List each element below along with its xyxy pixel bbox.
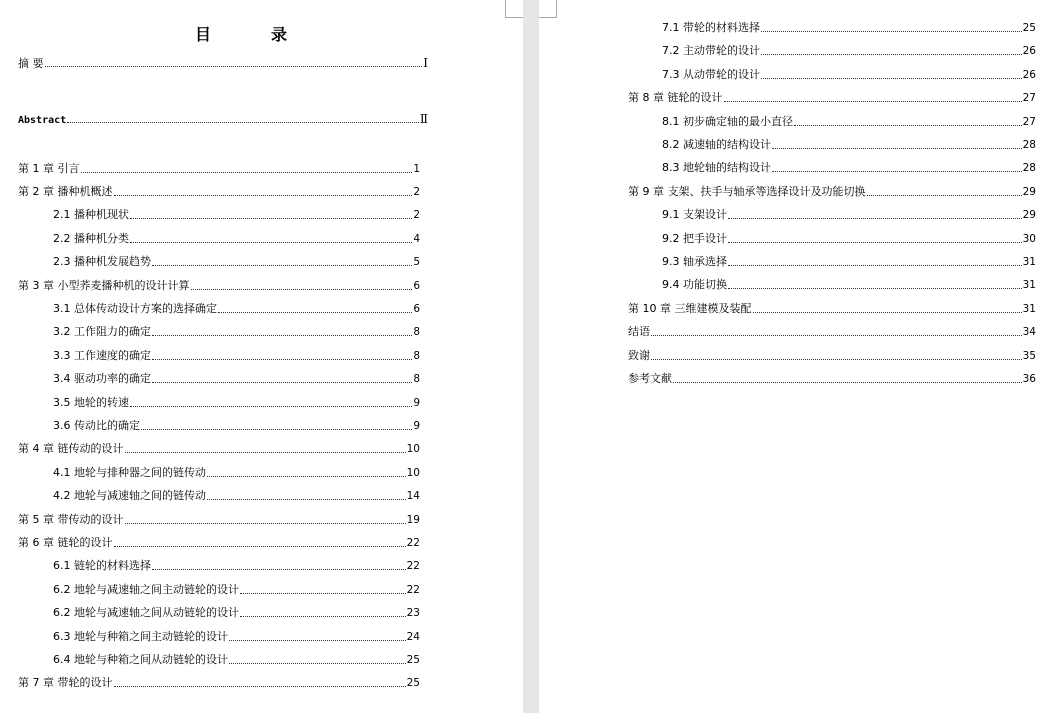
toc-dot-leader: [114, 184, 413, 196]
toc-entry-title: 3.5 地轮的转速: [53, 396, 129, 409]
toc-dot-leader: [130, 231, 412, 243]
toc-entry[interactable]: [662, 277, 1036, 293]
toc-dot-leader: [229, 652, 406, 664]
toc-entry[interactable]: [53, 652, 420, 668]
toc-entry-page-number: 26: [1022, 69, 1036, 81]
toc-entry-page-number: 35: [1022, 350, 1036, 362]
toc-dot-leader: [728, 277, 1022, 289]
toc-dot-leader: [728, 254, 1022, 266]
toc-dot-leader: [152, 348, 412, 360]
toc-entry[interactable]: [662, 43, 1036, 59]
toc-entry-title: 3.1 总体传动设计方案的选择确定: [53, 302, 217, 315]
toc-entry-page-number: 31: [1022, 303, 1036, 315]
toc-dot-leader: [651, 348, 1022, 360]
toc-dot-leader: [130, 395, 412, 407]
document-page-right: [539, 0, 1053, 713]
toc-entry-title: 第 6 章 链轮的设计: [18, 536, 113, 549]
toc-entry[interactable]: [628, 90, 1036, 106]
toc-entry-page-number: 9: [413, 420, 420, 432]
toc-entry-title: 9.2 把手设计: [662, 232, 727, 245]
toc-entry[interactable]: [53, 301, 420, 317]
toc-entry[interactable]: [53, 629, 420, 645]
toc-entry-page-number: 27: [1022, 92, 1036, 104]
toc-entry-title: 第 5 章 带传动的设计: [18, 513, 124, 526]
toc-entry-page-number: 9: [413, 397, 420, 409]
toc-entry[interactable]: [53, 605, 420, 621]
toc-dot-leader: [753, 301, 1022, 313]
toc-dot-leader: [125, 512, 406, 524]
toc-entry[interactable]: [18, 161, 420, 177]
toc-entry[interactable]: [53, 488, 420, 504]
toc-dot-leader: [114, 535, 406, 547]
toc-entry[interactable]: [18, 535, 420, 551]
toc-entry[interactable]: [18, 111, 428, 127]
page-corner-mark: [539, 0, 557, 18]
toc-dot-leader: [761, 20, 1022, 32]
toc-entry[interactable]: [18, 55, 428, 71]
toc-entry[interactable]: [53, 254, 420, 270]
toc-dot-leader: [673, 371, 1022, 383]
toc-entry[interactable]: [53, 324, 420, 340]
toc-dot-leader: [240, 605, 406, 617]
toc-entry-page-number: 25: [406, 677, 420, 689]
page-corner-mark: [505, 0, 523, 18]
toc-dot-leader: [240, 582, 406, 594]
toc-entry[interactable]: [628, 348, 1036, 364]
toc-entry-title: 6.1 链轮的材料选择: [53, 559, 151, 572]
toc-entry[interactable]: [53, 418, 420, 434]
toc-entry-page-number: 2: [413, 186, 420, 198]
toc-entry[interactable]: [662, 231, 1036, 247]
toc-dot-leader: [724, 90, 1022, 102]
toc-entry[interactable]: [53, 371, 420, 387]
toc-entry-page-number: 5: [413, 256, 420, 268]
toc-entry-title: 7.2 主动带轮的设计: [662, 44, 760, 57]
toc-entry-title: 9.4 功能切换: [662, 278, 727, 291]
toc-entry-title: 8.1 初步确定轴的最小直径: [662, 115, 793, 128]
toc-entry-title: 第 3 章 小型荞麦播种机的设计计算: [18, 279, 190, 292]
toc-entry[interactable]: [53, 348, 420, 364]
toc-dot-leader: [125, 441, 406, 453]
toc-entry-page-number: 30: [1022, 233, 1036, 245]
toc-entry-page-number: 34: [1022, 326, 1036, 338]
toc-entry-title: 8.2 减速轴的结构设计: [662, 138, 771, 151]
toc-entry-title: 8.3 地轮轴的结构设计: [662, 161, 771, 174]
toc-entry-title: 第 2 章 播种机概述: [18, 185, 113, 198]
toc-dot-leader: [152, 254, 412, 266]
toc-title: 目 录: [194, 25, 309, 44]
toc-entry-page-number: 8: [413, 350, 420, 362]
toc-entry-page-number: 36: [1022, 373, 1036, 385]
toc-dot-leader: [772, 160, 1022, 172]
toc-entry-page-number: 31: [1022, 279, 1036, 291]
toc-entry-title: 7.1 带轮的材料选择: [662, 21, 760, 34]
toc-dot-leader: [761, 67, 1022, 79]
toc-entry-title: 4.1 地轮与排种器之间的链传动: [53, 466, 206, 479]
toc-entry[interactable]: [628, 371, 1036, 387]
toc-entry-title: 9.3 轴承选择: [662, 255, 727, 268]
toc-entry-page-number: Ⅰ: [423, 56, 428, 70]
toc-entry-title: 3.3 工作速度的确定: [53, 349, 151, 362]
toc-entry[interactable]: [53, 558, 420, 574]
toc-entry[interactable]: [662, 207, 1036, 223]
toc-entry-title: 结语: [628, 325, 650, 338]
toc-entry-title: 2.2 播种机分类: [53, 232, 129, 245]
toc-entry-page-number: 6: [413, 280, 420, 292]
toc-entry-title: 9.1 支架设计: [662, 208, 727, 221]
toc-entry-page-number: Ⅱ: [419, 112, 428, 126]
toc-entry[interactable]: [53, 207, 420, 223]
toc-entry-title: Abstract: [18, 115, 67, 126]
toc-dot-leader: [772, 137, 1022, 149]
toc-entry-page-number: 22: [406, 537, 420, 549]
toc-entry-page-number: 10: [406, 467, 420, 479]
toc-entry-page-number: 10: [406, 443, 420, 455]
toc-entry-page-number: 1: [413, 163, 420, 175]
toc-dot-leader: [81, 161, 413, 173]
toc-entry[interactable]: [53, 395, 420, 411]
page-gutter: [523, 0, 539, 713]
toc-entry[interactable]: [18, 184, 420, 200]
toc-dot-leader: [651, 324, 1022, 336]
toc-entry[interactable]: [662, 67, 1036, 83]
toc-dot-leader: [207, 488, 406, 500]
toc-entry-title: 4.2 地轮与减速轴之间的链传动: [53, 489, 206, 502]
toc-entry-page-number: 28: [1022, 139, 1036, 151]
toc-dot-leader: [867, 184, 1022, 196]
toc-entry-title: 6.2 地轮与减速轴之间从动链轮的设计: [53, 606, 239, 619]
toc-entry-page-number: 29: [1022, 186, 1036, 198]
toc-dot-leader: [67, 111, 419, 123]
toc-entry[interactable]: [662, 137, 1036, 153]
toc-entry[interactable]: [18, 675, 420, 691]
toc-entry-page-number: 23: [406, 607, 420, 619]
toc-entry-page-number: 31: [1022, 256, 1036, 268]
toc-dot-leader: [207, 465, 406, 477]
toc-entry-page-number: 27: [1022, 116, 1036, 128]
toc-entry-title: 摘 要: [18, 57, 44, 70]
toc-entry[interactable]: [18, 278, 420, 294]
toc-dot-leader: [114, 675, 406, 687]
toc-entry-title: 6.2 地轮与减速轴之间主动链轮的设计: [53, 583, 239, 596]
toc-entry-title: 3.4 驱动功率的确定: [53, 372, 151, 385]
toc-entry-page-number: 19: [406, 514, 420, 526]
toc-entry-page-number: 14: [406, 490, 420, 502]
toc-entry[interactable]: [18, 512, 420, 528]
toc-entry-title: 2.3 播种机发展趋势: [53, 255, 151, 268]
document-page-left: [0, 0, 523, 713]
toc-dot-leader: [45, 55, 423, 67]
toc-entry-title: 第 9 章 支架、扶手与轴承等选择设计及功能切换: [628, 185, 866, 198]
toc-entry-title: 3.2 工作阻力的确定: [53, 325, 151, 338]
toc-entry-page-number: 8: [413, 373, 420, 385]
toc-entry-page-number: 24: [406, 631, 420, 643]
toc-entry-page-number: 26: [1022, 45, 1036, 57]
toc-entry[interactable]: [662, 254, 1036, 270]
toc-entry[interactable]: [628, 324, 1036, 340]
toc-entry-title: 第 4 章 链传动的设计: [18, 442, 124, 455]
toc-entry[interactable]: [662, 20, 1036, 36]
toc-entry[interactable]: [628, 184, 1036, 200]
toc-entry[interactable]: [53, 582, 420, 598]
toc-entry-title: 第 10 章 三维建模及装配: [628, 302, 752, 315]
toc-entry-title: 6.3 地轮与种箱之间主动链轮的设计: [53, 630, 228, 643]
toc-dot-leader: [218, 301, 412, 313]
toc-entry-title: 7.3 从动带轮的设计: [662, 68, 760, 81]
toc-entry[interactable]: [53, 465, 420, 481]
toc-entry-page-number: 25: [406, 654, 420, 666]
toc-dot-leader: [152, 558, 406, 570]
toc-entry-title: 第 1 章 引言: [18, 162, 80, 175]
toc-dot-leader: [130, 207, 412, 219]
toc-entry-page-number: 22: [406, 560, 420, 572]
toc-entry[interactable]: [628, 301, 1036, 317]
toc-entry-title: 6.4 地轮与种箱之间从动链轮的设计: [53, 653, 228, 666]
toc-entry-title: 第 8 章 链轮的设计: [628, 91, 723, 104]
toc-entry-title: 3.6 传动比的确定: [53, 419, 140, 432]
toc-dot-leader: [141, 418, 412, 430]
toc-dot-leader: [728, 231, 1022, 243]
toc-entry[interactable]: [18, 441, 420, 457]
toc-entry-page-number: 4: [413, 233, 420, 245]
toc-dot-leader: [794, 114, 1022, 126]
toc-entry[interactable]: [662, 160, 1036, 176]
toc-entry[interactable]: [53, 231, 420, 247]
toc-entry-title: 参考文献: [628, 372, 672, 385]
toc-dot-leader: [152, 371, 412, 383]
toc-entry-title: 2.1 播种机现状: [53, 208, 129, 221]
toc-entry-title: 第 7 章 带轮的设计: [18, 676, 113, 689]
toc-dot-leader: [152, 324, 412, 336]
toc-entry-page-number: 25: [1022, 22, 1036, 34]
toc-entry-title: 致谢: [628, 349, 650, 362]
toc-entry-page-number: 28: [1022, 162, 1036, 174]
toc-entry-page-number: 8: [413, 326, 420, 338]
toc-dot-leader: [229, 629, 406, 641]
toc-dot-leader: [728, 207, 1022, 219]
toc-dot-leader: [191, 278, 413, 290]
toc-entry-page-number: 6: [413, 303, 420, 315]
toc-entry-page-number: 2: [413, 209, 420, 221]
toc-entry[interactable]: [662, 114, 1036, 130]
toc-entry-page-number: 29: [1022, 209, 1036, 221]
toc-entry-page-number: 22: [406, 584, 420, 596]
toc-dot-leader: [761, 43, 1022, 55]
